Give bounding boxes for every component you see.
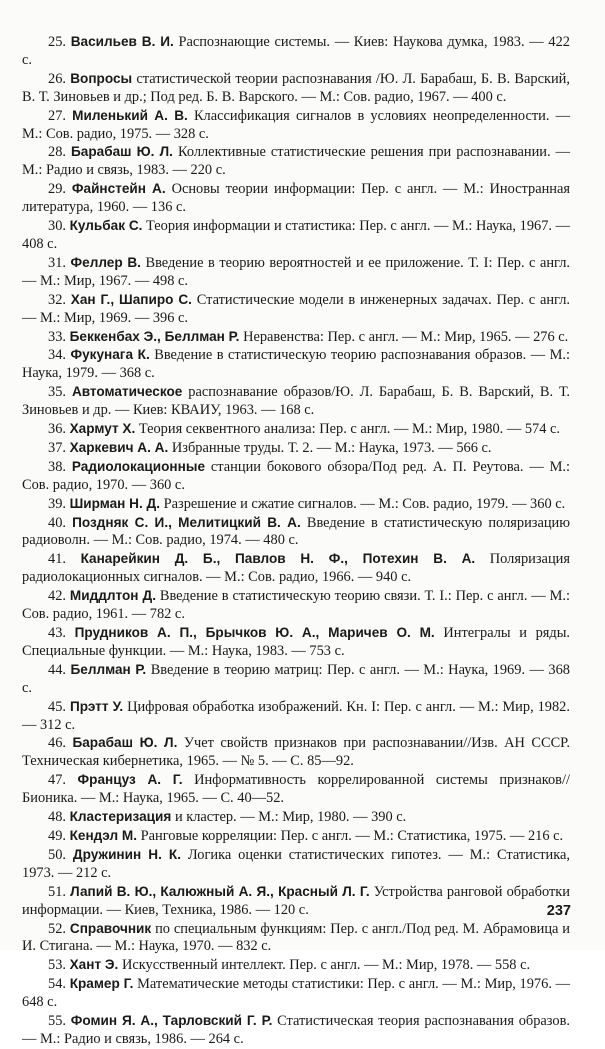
reference-details: Ранговые корреляции: Пер. с англ. — М.: Статистика, 1975. — 216 с. (140, 827, 564, 844)
reference-authors: Барабаш Ю. Л. (71, 144, 173, 160)
reference-item (22, 846, 570, 883)
reference-authors: Феллер В. (70, 254, 141, 270)
reference-item (22, 346, 570, 383)
reference-details: распознавание образов/Ю. Л. Барабаш, Б. В. Варский, В. Т. Зиновьев и др. — Киев: КВАИУ, 1963. — 168 с. (22, 384, 570, 419)
reference-number: 39. (48, 495, 66, 512)
reference-authors: Справочник (69, 920, 152, 936)
reference-number: 40. (48, 514, 66, 531)
reference-number: 41. (48, 551, 66, 568)
reference-number: 54. (48, 976, 66, 993)
reference-number: 51. (48, 883, 66, 900)
reference-item (22, 217, 570, 254)
reference-number: 37. (48, 439, 66, 456)
reference-item (22, 383, 570, 420)
reference-item (22, 920, 570, 957)
reference-details: Классификация сигналов в условиях неопределенности. — М.: Сов. радио, 1975. — 328 с. (22, 107, 570, 142)
reference-number: 26. (48, 70, 66, 87)
reference-details: Логика оценки статистических гипотез. — М.: Статистика, 1973. — 212 с. (22, 846, 570, 881)
reference-number: 46. (48, 735, 66, 752)
reference-number: 38. (48, 458, 66, 475)
reference-number: 49. (48, 827, 66, 844)
reference-authors: Ширман Н. Д. (69, 495, 161, 511)
reference-authors: Кульбак С. (69, 218, 143, 234)
reference-item (22, 827, 570, 846)
reference-details: Введение в статистическую теорию распознавания образов. — М.: Наука, 1979. — 368 с. (22, 347, 570, 382)
reference-details: Введение в теорию матриц: Пер. с англ. — М.: Наука, 1969. — 368 с. (22, 661, 570, 696)
reference-details: Цифровая обработка изображений. Кн. I: Пер. с англ. — М.: Мир, 1982. — 312 с. (22, 698, 570, 733)
reference-item (22, 661, 570, 698)
reference-authors: Файнстейн А. (71, 181, 166, 197)
reference-number: 35. (48, 384, 66, 401)
reference-details: Статистическая теория распознавания образов. — М.: Радио и связь, 1986. — 264 с. (22, 1013, 570, 1047)
reference-authors: Хант Э. (69, 957, 119, 973)
reference-details: Устройства ранговой обработки информации. — Киев, Техника, 1986. — 120 с. (22, 883, 570, 918)
reference-item (22, 180, 570, 217)
reference-number: 34. (48, 347, 66, 364)
reference-item (22, 514, 570, 551)
reference-item (22, 33, 570, 70)
reference-authors: Васильев В. И. (70, 34, 174, 49)
reference-item (22, 70, 570, 107)
reference-item (22, 550, 570, 587)
reference-authors: Хармут Х. (69, 421, 136, 437)
reference-number: 30. (48, 218, 66, 235)
reference-item (22, 624, 570, 661)
reference-details: Неравенства: Пер. с англ. — М.: Мир, 1965. — 276 с. (243, 328, 569, 345)
reference-details: Интегралы и ряды. Специальные функции. — М.: Наука, 1983. — 753 с. (22, 625, 570, 659)
reference-details: Математические методы статистики: Пер. с англ. — М.: Мир, 1976. — 648 с. (22, 976, 570, 1011)
reference-number: 47. (48, 772, 66, 789)
reference-authors: Прудников А. П., Брычков Ю. А., Маричев О. М. (74, 625, 435, 640)
reference-authors: Автоматическое (71, 384, 183, 400)
reference-authors: Поздняк С. И., Мелитицкий В. А. (72, 514, 301, 530)
reference-number: 29. (48, 181, 66, 198)
reference-number: 43. (48, 625, 66, 641)
reference-details: Распознающие системы. — Киев: Наукова думка, 1983. — 422 с. (22, 34, 570, 68)
reference-item (22, 495, 570, 514)
reference-item (22, 439, 570, 458)
reference-number: 52. (48, 920, 66, 937)
reference-item (22, 254, 570, 291)
reference-details: Поляризация радиолокационных сигналов. — М.: Сов. радио, 1966. — 940 с. (22, 551, 570, 586)
reference-item (22, 143, 570, 180)
reference-item (22, 771, 570, 808)
reference-details: по специальным функциям: Пер. с англ./Под ред. М. Абрамовица и И. Стигана. — М.: Наука, 1970. — 832 с. (22, 920, 570, 955)
page-number: 237 (546, 903, 571, 919)
reference-number: 42. (48, 588, 66, 605)
reference-authors: Лапий В. Ю., Калюжный А. Я., Красный Л. Г. (70, 883, 370, 899)
reference-details: Введение в теорию вероятностей и ее приложение. Т. I: Пер. с англ. — М.: Мир, 1967. — 498 с. (22, 254, 571, 289)
reference-authors: Фукунага К. (70, 347, 150, 363)
reference-item (22, 956, 570, 975)
reference-number: 36. (48, 421, 66, 438)
reference-number: 48. (48, 809, 66, 826)
reference-authors: Радиолокационные (71, 458, 206, 474)
reference-details: и кластер. — М.: Мир, 1980. — 390 с. (174, 809, 407, 826)
reference-number: 44. (48, 661, 66, 678)
reference-details: Избранные труды. Т. 2. — М.: Наука, 1973. — 566 с. (171, 439, 492, 456)
reference-authors: Миленький А. В. (72, 107, 188, 123)
reference-details: Искусственный интеллект. Пер. с англ. — М.: Мир, 1978. — 558 с. (121, 957, 531, 974)
reference-number: 32. (48, 291, 66, 308)
reference-number: 55. (48, 1013, 66, 1030)
reference-details: Статистические модели в инженерных задачах. Пер. с англ. — М.: Мир, 1969. — 396 с. (22, 291, 570, 326)
reference-details: Теория информации и статистика: Пер. с англ. — М.: Наука, 1967. — 408 с. (22, 218, 570, 252)
reference-item (22, 734, 570, 771)
reference-item (22, 107, 570, 144)
reference-item (22, 291, 570, 328)
reference-number: 33. (48, 328, 66, 345)
reference-authors: Крамер Г. (69, 976, 134, 992)
reference-number: 53. (48, 957, 66, 974)
reference-number: 28. (48, 144, 66, 161)
reference-number: 25. (48, 34, 66, 50)
reference-details: Учет свойств признаков при распознавании//Изв. АН СССР. Техническая кибернетика, 1965. — № 5. — С. 85—92. (22, 735, 570, 770)
reference-details: Основы теории информации: Пер. с англ. — М.: Иностранная литература, 1960. — 136 с. (22, 181, 570, 216)
reference-details: Теория секвентного анализа: Пер. с англ. — М.: Мир, 1980. — 574 с. (138, 421, 561, 438)
reference-authors: Кластеризация (69, 809, 172, 825)
reference-authors: Харкевич А. А. (69, 439, 169, 455)
reference-number: 31. (48, 254, 66, 271)
reference-item (22, 458, 570, 495)
reference-item (22, 975, 570, 1012)
reference-item (22, 587, 570, 624)
reference-authors: Прэтт У. (69, 698, 124, 714)
reference-item (22, 698, 570, 735)
reference-authors: Хан Г., Шапиро С. (70, 291, 192, 307)
reference-details: Разрешение и сжатие сигналов. — М.: Сов. радио, 1979. — 360 с. (163, 495, 566, 512)
reference-authors: Кендэл М. (69, 827, 137, 843)
reference-item (22, 808, 570, 827)
reference-details: Введение в статистическую поляризацию радиоволн. — М.: Сов. радио, 1974. — 480 с. (22, 514, 570, 549)
reference-number: 45. (48, 698, 66, 715)
reference-details: Информативность коррелированной системы признаков// Бионика. — М.: Наука, 1965. — С. 40—52. (22, 772, 570, 807)
reference-authors: Дружинин Н. К. (72, 846, 181, 862)
reference-item (22, 420, 570, 439)
reference-list (22, 33, 570, 1049)
reference-item (22, 1012, 570, 1049)
reference-details: Коллективные статистические решения при распознавании. — М.: Радио и связь, 1983. — 220 с. (22, 144, 570, 179)
reference-authors: Фомин Я. А., Тарловский Г. Р. (70, 1013, 273, 1029)
reference-details: станции бокового обзора/Под ред. А. П. Реутова. — М.: Сов. радио, 1970. — 360 с. (22, 458, 570, 493)
reference-authors: Барабаш Ю. Л. (72, 735, 178, 751)
reference-authors: Вопросы (70, 70, 133, 86)
reference-number: 50. (48, 846, 66, 863)
reference-item (22, 328, 570, 347)
reference-authors: Беллман Р. (70, 661, 147, 677)
reference-authors: Беккенбах Э., Беллман Р. (69, 328, 240, 344)
reference-number: 27. (48, 107, 66, 124)
reference-authors: Миддлтон Д. (69, 588, 156, 604)
reference-details: Введение в статистическую теорию связи. Т. I.: Пер. с англ. — М.: Сов. радио, 1961. — 782 с. (22, 588, 570, 623)
reference-authors: Канарейкин Д. Б., Павлов Н. Ф., Потехин В. А. (80, 551, 476, 567)
reference-item (22, 883, 570, 920)
reference-authors: Француз А. Г. (77, 772, 183, 788)
reference-details: статистической теории распознавания /Ю. Л. Барабаш, Б. В. Варский, В. Т. Зиновьев и др.; Под ред. Б. В. Варского. — М.: Сов. радио, 1967. — 400 с. (22, 70, 570, 105)
